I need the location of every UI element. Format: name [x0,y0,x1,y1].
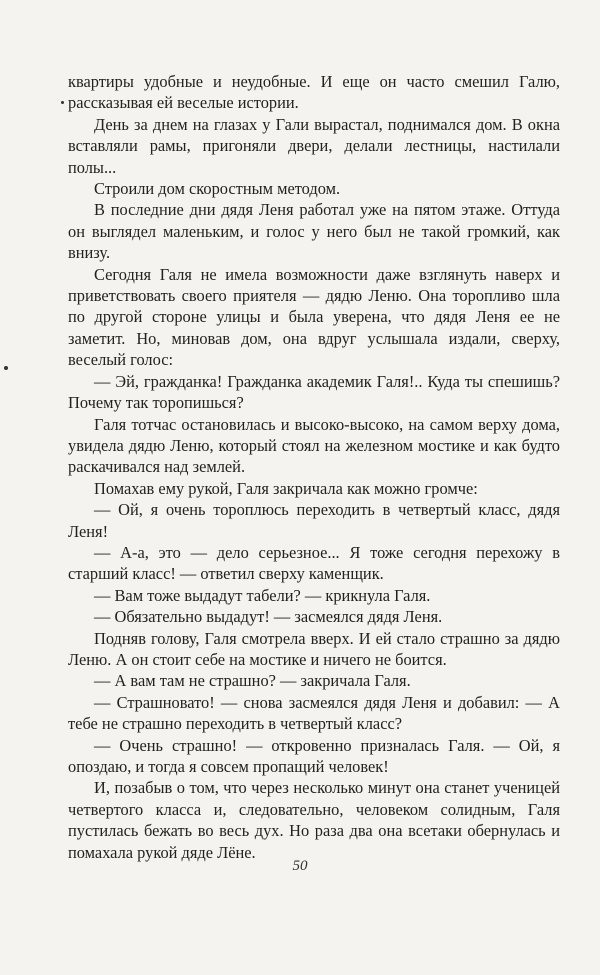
paragraph: — А вам там не страшно? — закричала Галя. [94,671,411,691]
paragraph: — Страшновато! — снова засмеялся дядя Леня и добавил: — А тебе не страшно переходить в четвертый класс? [68,692,560,734]
paragraph: Подняв голову, Галя смотрела вверх. И ей стало страшно за дядю Леню. А он стоит себе на мостике и ничего не боится. [68,628,560,669]
paragraph: Галя тотчас остановилась и высоко-высоко, на самом верху дома, увидела дядю Леню, который стоял на железном мостике и как будто раскачивался над землей. [68,414,560,477]
paragraph: — Вам тоже выдадут табели? — крикнула Галя. [94,585,431,605]
body-text [68,71,560,863]
paragraph: Помахав ему рукой, Галя закричала как можно громче: [94,478,478,498]
page-number: 50 [292,858,308,874]
print-speck [61,101,64,104]
paragraph: Сегодня Галя не имела возможности даже взглянуть наверх и приветствовать своего приятеля — дядю Леню. Она торопливо шла по другой стороне улицы и была уверена, что дядя Леня ее не заметит. Но, миновав дом, она вдруг услышала издали, сверху, веселый голос: [68,264,560,370]
paragraph: День за днем на глазах у Гали вырастал, поднимался дом. В окна вставляли рамы, пригоняли двери, делали лестницы, настилали полы... [68,114,560,177]
paragraph: — Эй, гражданка! Гражданка академик Галя!.. Куда ты спешишь? Почему так торопишься? [68,371,560,413]
paragraph: Строили дом скоростным методом. [94,179,341,199]
paragraph: — Очень страшно! — откровенно призналась Галя. — Ой, я опоздаю, и тогда я совсем пропащий человек! [68,735,560,776]
paragraph: — Ой, я очень тороплюсь переходить в четвертый класс, дядя Леня! [68,500,560,541]
paragraph: — Обязательно выдадут! — засмеялся дядя Леня. [94,607,443,627]
print-speck [4,366,8,370]
paragraph: И, позабыв о том, что через несколько минут она станет ученицей четвертого класса и, следовательно, человеком солидным, Галя пустилась бежать во весь дух. Но раза два она всетаки обернулась и помахала рукой дяде Лёне. [68,778,560,862]
paragraph: В последние дни дядя Леня работал уже на пятом этаже. Оттуда он выглядел маленьким, и голос у него был не такой громкий, как внизу. [68,200,560,263]
paragraph: — А-а, это — дело серьезное... Я тоже сегодня перехожу в старший класс! — ответил сверху каменщик. [68,542,560,584]
paragraph: квартиры удобные и неудобные. И еще он часто смешил Галю, рассказывая ей веселые истории. [68,72,560,113]
